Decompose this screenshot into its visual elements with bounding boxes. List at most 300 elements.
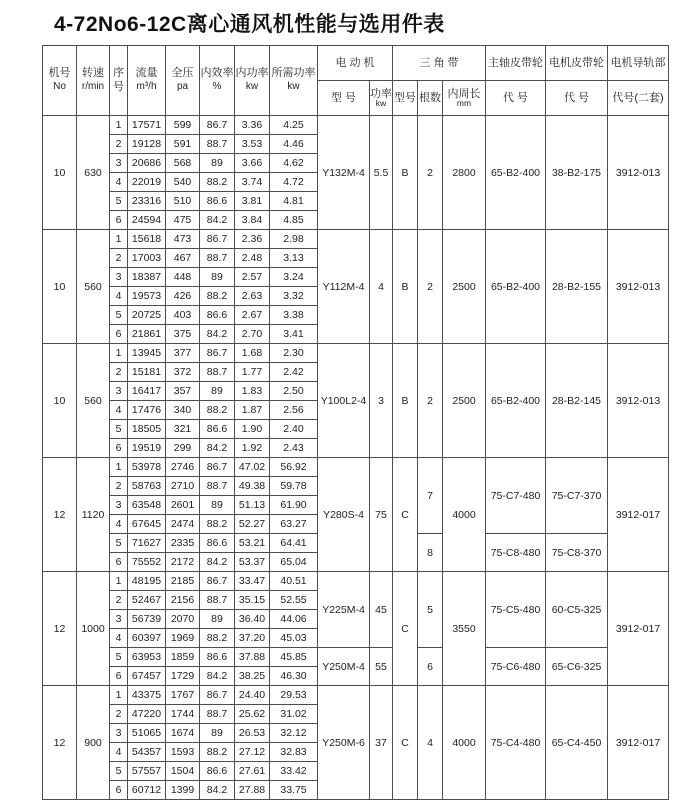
cell-required-power: 59.78 <box>270 477 318 496</box>
header-motor-model: 型 号 <box>318 81 370 116</box>
header-belt-length: 内周长 mm <box>443 81 486 116</box>
cell-seq: 2 <box>110 591 128 610</box>
cell-inner-power: 2.36 <box>235 230 270 249</box>
cell-efficiency: 86.7 <box>200 572 235 591</box>
cell-flow: 17003 <box>128 249 166 268</box>
cell-flow: 16417 <box>128 382 166 401</box>
cell-required-power: 61.90 <box>270 496 318 515</box>
cell-belt-count: 2 <box>418 344 443 458</box>
cell-rail-code: 3912-017 <box>608 572 669 686</box>
cell-flow: 18387 <box>128 268 166 287</box>
header-belt-group: 三 角 带 <box>393 46 486 81</box>
cell-flow: 24594 <box>128 211 166 230</box>
cell-pressure: 403 <box>166 306 200 325</box>
cell-required-power: 2.98 <box>270 230 318 249</box>
cell-required-power: 46.30 <box>270 667 318 686</box>
cell-seq: 2 <box>110 363 128 382</box>
cell-inner-power: 1.68 <box>235 344 270 363</box>
cell-seq: 2 <box>110 135 128 154</box>
cell-belt-model: C <box>393 686 418 800</box>
cell-belt-model: B <box>393 230 418 344</box>
cell-required-power: 29.53 <box>270 686 318 705</box>
cell-efficiency: 88.7 <box>200 135 235 154</box>
cell-motor-pulley-code: 60-C5-325 <box>546 572 608 648</box>
cell-flow: 52467 <box>128 591 166 610</box>
cell-machine-no: 10 <box>43 230 77 344</box>
cell-pressure: 372 <box>166 363 200 382</box>
cell-required-power: 4.25 <box>270 116 318 135</box>
cell-motor-power: 5.5 <box>370 116 393 230</box>
cell-efficiency: 84.2 <box>200 211 235 230</box>
cell-required-power: 4.46 <box>270 135 318 154</box>
cell-flow: 13945 <box>128 344 166 363</box>
header-pressure: 全压 pa <box>166 46 200 116</box>
cell-pressure: 599 <box>166 116 200 135</box>
table-body <box>43 116 669 800</box>
cell-inner-power: 2.67 <box>235 306 270 325</box>
cell-inner-power: 38.25 <box>235 667 270 686</box>
cell-belt-model: B <box>393 116 418 230</box>
cell-motor-pulley-code: 75-C7-370 <box>546 458 608 534</box>
cell-efficiency: 88.7 <box>200 363 235 382</box>
cell-belt-length: 2500 <box>443 230 486 344</box>
cell-inner-power: 49.38 <box>235 477 270 496</box>
cell-pressure: 1674 <box>166 724 200 743</box>
cell-flow: 63548 <box>128 496 166 515</box>
cell-required-power: 40.51 <box>270 572 318 591</box>
cell-flow: 63953 <box>128 648 166 667</box>
cell-inner-power: 3.84 <box>235 211 270 230</box>
cell-seq: 5 <box>110 648 128 667</box>
cell-seq: 1 <box>110 116 128 135</box>
cell-seq: 1 <box>110 686 128 705</box>
cell-pressure: 340 <box>166 401 200 420</box>
cell-main-pulley-code: 75-C5-480 <box>486 572 546 648</box>
table-row <box>43 344 669 363</box>
cell-machine-no: 10 <box>43 116 77 230</box>
cell-seq: 5 <box>110 192 128 211</box>
header-inner-power: 内功率 kw <box>235 46 270 116</box>
cell-motor-power: 55 <box>370 648 393 686</box>
cell-pressure: 1729 <box>166 667 200 686</box>
cell-motor-model: Y132M-4 <box>318 116 370 230</box>
cell-required-power: 2.42 <box>270 363 318 382</box>
cell-inner-power: 37.88 <box>235 648 270 667</box>
cell-pressure: 357 <box>166 382 200 401</box>
header-seq: 序 号 <box>110 46 128 116</box>
cell-inner-power: 27.61 <box>235 762 270 781</box>
cell-seq: 3 <box>110 268 128 287</box>
cell-inner-power: 3.81 <box>235 192 270 211</box>
cell-flow: 17476 <box>128 401 166 420</box>
cell-inner-power: 37.20 <box>235 629 270 648</box>
cell-pressure: 540 <box>166 173 200 192</box>
cell-efficiency: 86.6 <box>200 648 235 667</box>
cell-seq: 4 <box>110 515 128 534</box>
header-belt-count: 根数 <box>418 81 443 116</box>
cell-required-power: 3.32 <box>270 287 318 306</box>
cell-efficiency: 86.7 <box>200 230 235 249</box>
cell-motor-power: 75 <box>370 458 393 572</box>
cell-motor-model: Y250M-6 <box>318 686 370 800</box>
cell-pressure: 1593 <box>166 743 200 762</box>
cell-motor-power: 45 <box>370 572 393 648</box>
cell-pressure: 1744 <box>166 705 200 724</box>
cell-machine-no: 12 <box>43 458 77 572</box>
cell-efficiency: 88.2 <box>200 515 235 534</box>
cell-rail-code: 3912-013 <box>608 344 669 458</box>
cell-seq: 1 <box>110 344 128 363</box>
cell-pressure: 2185 <box>166 572 200 591</box>
cell-pressure: 375 <box>166 325 200 344</box>
cell-seq: 6 <box>110 439 128 458</box>
cell-efficiency: 86.6 <box>200 420 235 439</box>
cell-main-pulley-code: 75-C4-480 <box>486 686 546 800</box>
cell-required-power: 33.75 <box>270 781 318 800</box>
cell-inner-power: 1.90 <box>235 420 270 439</box>
cell-pressure: 591 <box>166 135 200 154</box>
cell-efficiency: 88.2 <box>200 629 235 648</box>
cell-efficiency: 89 <box>200 724 235 743</box>
cell-seq: 5 <box>110 534 128 553</box>
cell-required-power: 52.55 <box>270 591 318 610</box>
cell-rail-code: 3912-017 <box>608 686 669 800</box>
cell-motor-pulley-code: 38-B2-175 <box>546 116 608 230</box>
cell-belt-count: 7 <box>418 458 443 534</box>
cell-motor-pulley-code: 75-C8-370 <box>546 534 608 572</box>
cell-flow: 58763 <box>128 477 166 496</box>
cell-pressure: 448 <box>166 268 200 287</box>
cell-motor-power: 37 <box>370 686 393 800</box>
cell-pressure: 321 <box>166 420 200 439</box>
cell-required-power: 2.50 <box>270 382 318 401</box>
cell-seq: 5 <box>110 420 128 439</box>
cell-pressure: 2746 <box>166 458 200 477</box>
cell-required-power: 2.30 <box>270 344 318 363</box>
cell-motor-pulley-code: 28-B2-145 <box>546 344 608 458</box>
cell-flow: 48195 <box>128 572 166 591</box>
cell-main-pulley-code: 65-B2-400 <box>486 116 546 230</box>
cell-seq: 6 <box>110 325 128 344</box>
cell-flow: 67457 <box>128 667 166 686</box>
cell-flow: 54357 <box>128 743 166 762</box>
cell-seq: 3 <box>110 382 128 401</box>
cell-flow: 20686 <box>128 154 166 173</box>
cell-motor-model: Y100L2-4 <box>318 344 370 458</box>
cell-efficiency: 88.7 <box>200 591 235 610</box>
cell-pressure: 467 <box>166 249 200 268</box>
cell-inner-power: 27.12 <box>235 743 270 762</box>
cell-pressure: 510 <box>166 192 200 211</box>
cell-efficiency: 84.2 <box>200 439 235 458</box>
cell-required-power: 2.43 <box>270 439 318 458</box>
header-belt-model: 型号 <box>393 81 418 116</box>
cell-efficiency: 86.7 <box>200 116 235 135</box>
cell-seq: 2 <box>110 249 128 268</box>
cell-motor-pulley-code: 65-C4-450 <box>546 686 608 800</box>
cell-efficiency: 89 <box>200 496 235 515</box>
fan-table <box>42 45 669 800</box>
cell-seq: 6 <box>110 553 128 572</box>
cell-efficiency: 88.7 <box>200 249 235 268</box>
cell-inner-power: 36.40 <box>235 610 270 629</box>
cell-inner-power: 24.40 <box>235 686 270 705</box>
header-main-pulley-code: 代 号 <box>486 81 546 116</box>
cell-pressure: 426 <box>166 287 200 306</box>
cell-speed: 560 <box>77 230 110 344</box>
cell-seq: 3 <box>110 154 128 173</box>
cell-required-power: 2.40 <box>270 420 318 439</box>
header-main-pulley-group: 主轴皮带轮 <box>486 46 546 81</box>
cell-inner-power: 51.13 <box>235 496 270 515</box>
cell-seq: 4 <box>110 173 128 192</box>
cell-flow: 21861 <box>128 325 166 344</box>
cell-required-power: 44.06 <box>270 610 318 629</box>
cell-inner-power: 33.47 <box>235 572 270 591</box>
cell-pressure: 1859 <box>166 648 200 667</box>
cell-inner-power: 26.53 <box>235 724 270 743</box>
cell-seq: 5 <box>110 306 128 325</box>
cell-speed: 630 <box>77 116 110 230</box>
cell-pressure: 1399 <box>166 781 200 800</box>
cell-inner-power: 53.21 <box>235 534 270 553</box>
cell-efficiency: 86.6 <box>200 534 235 553</box>
cell-rail-code: 3912-013 <box>608 116 669 230</box>
page-title: 4-72No6-12C离心通风机性能与选用件表 <box>54 13 445 36</box>
cell-flow: 71627 <box>128 534 166 553</box>
cell-required-power: 4.85 <box>270 211 318 230</box>
cell-efficiency: 88.2 <box>200 287 235 306</box>
cell-motor-model: Y225M-4 <box>318 572 370 648</box>
cell-belt-count: 2 <box>418 230 443 344</box>
cell-belt-length: 4000 <box>443 686 486 800</box>
cell-seq: 6 <box>110 211 128 230</box>
cell-main-pulley-code: 65-B2-400 <box>486 230 546 344</box>
cell-required-power: 64.41 <box>270 534 318 553</box>
cell-seq: 6 <box>110 781 128 800</box>
cell-belt-model: C <box>393 458 418 572</box>
cell-belt-count: 2 <box>418 116 443 230</box>
cell-efficiency: 86.7 <box>200 344 235 363</box>
cell-flow: 19573 <box>128 287 166 306</box>
cell-inner-power: 35.15 <box>235 591 270 610</box>
header-machine-no: 机号 No <box>43 46 77 116</box>
cell-efficiency: 89 <box>200 268 235 287</box>
cell-efficiency: 84.2 <box>200 553 235 572</box>
cell-inner-power: 1.92 <box>235 439 270 458</box>
cell-seq: 6 <box>110 667 128 686</box>
cell-required-power: 4.62 <box>270 154 318 173</box>
header-motor-pulley-group: 电机皮带轮 <box>546 46 608 81</box>
table-row <box>43 686 669 705</box>
cell-pressure: 1767 <box>166 686 200 705</box>
header-speed: 转速 r/min <box>77 46 110 116</box>
cell-belt-model: C <box>393 572 418 686</box>
cell-pressure: 2335 <box>166 534 200 553</box>
cell-flow: 53978 <box>128 458 166 477</box>
cell-required-power: 3.38 <box>270 306 318 325</box>
cell-required-power: 3.13 <box>270 249 318 268</box>
cell-belt-count: 8 <box>418 534 443 572</box>
cell-flow: 60397 <box>128 629 166 648</box>
cell-efficiency: 89 <box>200 154 235 173</box>
cell-speed: 560 <box>77 344 110 458</box>
cell-efficiency: 84.2 <box>200 325 235 344</box>
cell-inner-power: 3.74 <box>235 173 270 192</box>
cell-pressure: 2601 <box>166 496 200 515</box>
cell-pressure: 2474 <box>166 515 200 534</box>
cell-inner-power: 1.83 <box>235 382 270 401</box>
cell-efficiency: 84.2 <box>200 667 235 686</box>
cell-belt-length: 4000 <box>443 458 486 572</box>
cell-pressure: 475 <box>166 211 200 230</box>
cell-seq: 3 <box>110 610 128 629</box>
cell-seq: 4 <box>110 629 128 648</box>
table-row <box>43 230 669 249</box>
cell-flow: 15618 <box>128 230 166 249</box>
cell-pressure: 2156 <box>166 591 200 610</box>
cell-belt-count: 5 <box>418 572 443 648</box>
cell-flow: 60712 <box>128 781 166 800</box>
cell-efficiency: 86.7 <box>200 458 235 477</box>
cell-motor-pulley-code: 65-C6-325 <box>546 648 608 686</box>
cell-flow: 75552 <box>128 553 166 572</box>
cell-rail-code: 3912-013 <box>608 230 669 344</box>
cell-speed: 900 <box>77 686 110 800</box>
cell-flow: 47220 <box>128 705 166 724</box>
cell-flow: 15181 <box>128 363 166 382</box>
cell-main-pulley-code: 65-B2-400 <box>486 344 546 458</box>
cell-flow: 19128 <box>128 135 166 154</box>
cell-required-power: 65.04 <box>270 553 318 572</box>
cell-flow: 22019 <box>128 173 166 192</box>
cell-flow: 18505 <box>128 420 166 439</box>
cell-inner-power: 25.62 <box>235 705 270 724</box>
cell-required-power: 3.41 <box>270 325 318 344</box>
cell-required-power: 4.72 <box>270 173 318 192</box>
cell-inner-power: 27.88 <box>235 781 270 800</box>
cell-pressure: 2710 <box>166 477 200 496</box>
cell-pressure: 377 <box>166 344 200 363</box>
cell-efficiency: 88.2 <box>200 173 235 192</box>
cell-main-pulley-code: 75-C6-480 <box>486 648 546 686</box>
cell-pressure: 1969 <box>166 629 200 648</box>
cell-motor-model: Y250M-4 <box>318 648 370 686</box>
cell-seq: 4 <box>110 743 128 762</box>
cell-pressure: 473 <box>166 230 200 249</box>
cell-efficiency: 84.2 <box>200 781 235 800</box>
cell-required-power: 31.02 <box>270 705 318 724</box>
cell-seq: 1 <box>110 572 128 591</box>
cell-efficiency: 89 <box>200 610 235 629</box>
cell-inner-power: 1.77 <box>235 363 270 382</box>
cell-machine-no: 10 <box>43 344 77 458</box>
cell-seq: 2 <box>110 477 128 496</box>
header-flow: 流量 m³/h <box>128 46 166 116</box>
cell-required-power: 4.81 <box>270 192 318 211</box>
cell-flow: 51065 <box>128 724 166 743</box>
cell-inner-power: 2.70 <box>235 325 270 344</box>
cell-motor-power: 3 <box>370 344 393 458</box>
cell-flow: 56739 <box>128 610 166 629</box>
header-rail-group: 电机导轨部 <box>608 46 669 81</box>
cell-inner-power: 53.37 <box>235 553 270 572</box>
cell-speed: 1000 <box>77 572 110 686</box>
cell-efficiency: 86.6 <box>200 762 235 781</box>
cell-machine-no: 12 <box>43 686 77 800</box>
header-required-power: 所需功率 kw <box>270 46 318 116</box>
header-motor-power: 功率 kw <box>370 81 393 116</box>
table-row <box>43 116 669 135</box>
cell-motor-model: Y280S-4 <box>318 458 370 572</box>
cell-main-pulley-code: 75-C8-480 <box>486 534 546 572</box>
cell-seq: 1 <box>110 230 128 249</box>
cell-flow: 17571 <box>128 116 166 135</box>
cell-efficiency: 88.7 <box>200 477 235 496</box>
cell-seq: 5 <box>110 762 128 781</box>
cell-speed: 1120 <box>77 458 110 572</box>
cell-flow: 57557 <box>128 762 166 781</box>
cell-motor-power: 4 <box>370 230 393 344</box>
cell-seq: 1 <box>110 458 128 477</box>
cell-efficiency: 88.7 <box>200 705 235 724</box>
cell-required-power: 32.12 <box>270 724 318 743</box>
cell-required-power: 33.42 <box>270 762 318 781</box>
cell-seq: 3 <box>110 496 128 515</box>
cell-seq: 3 <box>110 724 128 743</box>
cell-flow: 23316 <box>128 192 166 211</box>
cell-belt-count: 6 <box>418 648 443 686</box>
cell-motor-pulley-code: 28-B2-155 <box>546 230 608 344</box>
cell-pressure: 568 <box>166 154 200 173</box>
cell-belt-length: 2500 <box>443 344 486 458</box>
cell-seq: 4 <box>110 287 128 306</box>
cell-inner-power: 52.27 <box>235 515 270 534</box>
cell-inner-power: 2.48 <box>235 249 270 268</box>
cell-pressure: 2070 <box>166 610 200 629</box>
cell-inner-power: 3.66 <box>235 154 270 173</box>
cell-seq: 2 <box>110 705 128 724</box>
cell-efficiency: 88.2 <box>200 401 235 420</box>
cell-main-pulley-code: 75-C7-480 <box>486 458 546 534</box>
cell-inner-power: 2.57 <box>235 268 270 287</box>
cell-inner-power: 1.87 <box>235 401 270 420</box>
cell-required-power: 56.92 <box>270 458 318 477</box>
cell-required-power: 3.24 <box>270 268 318 287</box>
cell-belt-model: B <box>393 344 418 458</box>
cell-pressure: 1504 <box>166 762 200 781</box>
cell-required-power: 45.03 <box>270 629 318 648</box>
cell-efficiency: 89 <box>200 382 235 401</box>
cell-required-power: 63.27 <box>270 515 318 534</box>
cell-inner-power: 3.53 <box>235 135 270 154</box>
header-motor-pulley-code: 代 号 <box>546 81 608 116</box>
table-row <box>43 572 669 591</box>
cell-required-power: 32.83 <box>270 743 318 762</box>
cell-motor-model: Y112M-4 <box>318 230 370 344</box>
cell-belt-length: 3550 <box>443 572 486 686</box>
cell-seq: 4 <box>110 401 128 420</box>
table-row <box>43 648 669 667</box>
cell-efficiency: 86.6 <box>200 306 235 325</box>
cell-required-power: 2.56 <box>270 401 318 420</box>
header-rail-code: 代号(二套) <box>608 81 669 116</box>
cell-efficiency: 88.2 <box>200 743 235 762</box>
cell-belt-length: 2800 <box>443 116 486 230</box>
cell-pressure: 299 <box>166 439 200 458</box>
cell-inner-power: 47.02 <box>235 458 270 477</box>
cell-inner-power: 2.63 <box>235 287 270 306</box>
